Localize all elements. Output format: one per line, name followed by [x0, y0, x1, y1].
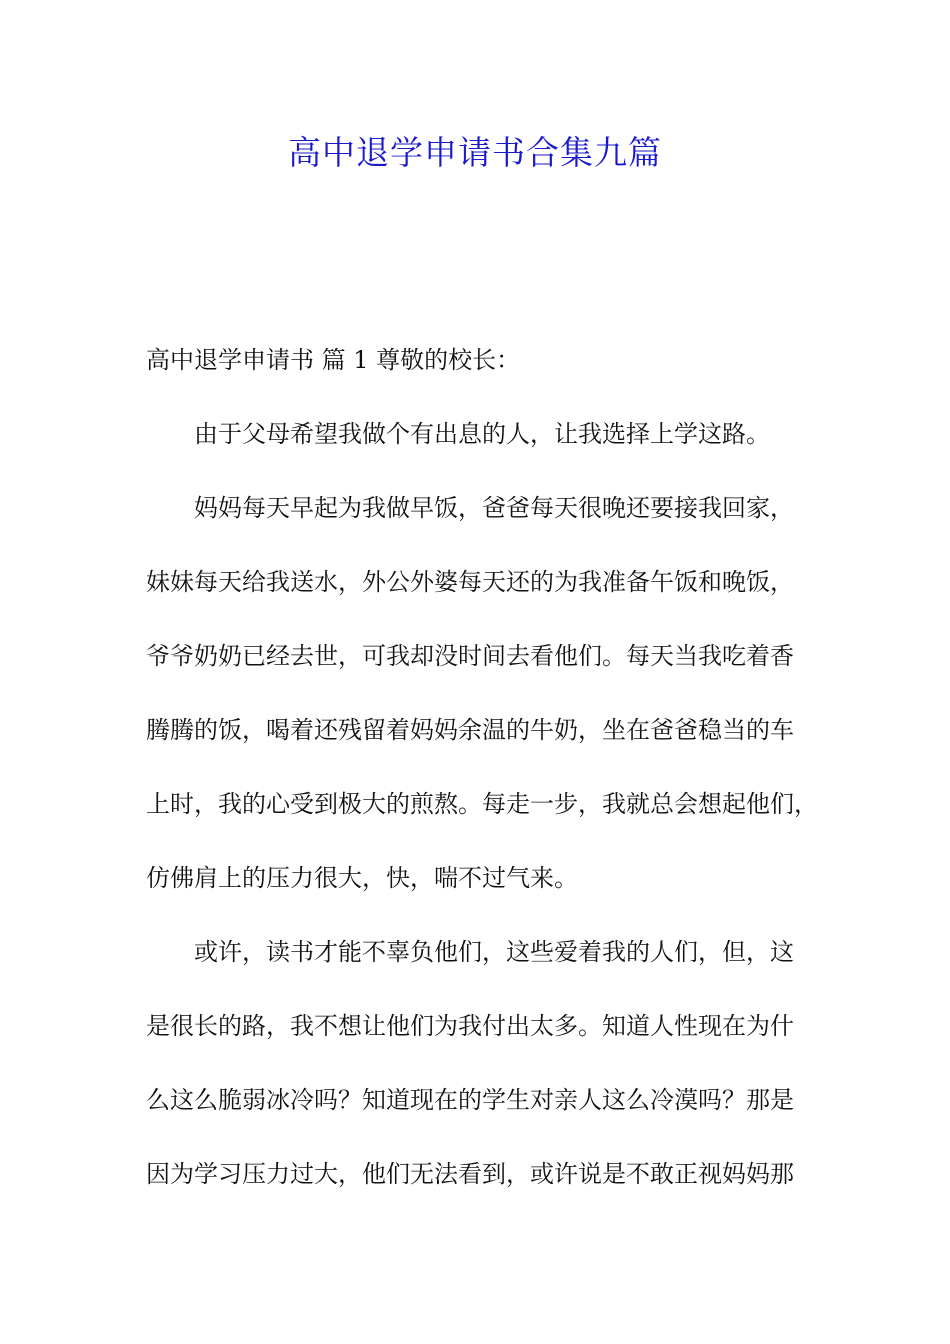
paragraph-line: 腾腾的饭，喝着还残留着妈妈余温的牛奶，坐在爸爸稳当的车: [146, 716, 794, 744]
paragraph-line: 上时，我的心受到极大的煎熬。每走一步，我就总会想起他们，: [146, 790, 818, 818]
paragraph-line: 因为学习压力过大，他们无法看到，或许说是不敢正视妈妈那: [146, 1160, 794, 1188]
paragraph-line: 妹妹每天给我送水，外公外婆每天还的为我准备午饭和晚饭，: [146, 568, 794, 596]
paragraph-line: 妈妈每天早起为我做早饭，爸爸每天很晚还要接我回家，: [194, 494, 794, 522]
paragraph-line: 爷爷奶奶已经去世，可我却没时间去看他们。每天当我吃着香: [146, 642, 794, 670]
paragraph-line: 么这么脆弱冰冷吗？知道现在的学生对亲人这么冷漠吗？那是: [146, 1086, 794, 1114]
salutation-line: 高中退学申请书 篇 1 尊敬的校长：: [146, 346, 521, 374]
document-body: [146, 340, 836, 1228]
paragraph-line: 仿佛肩上的压力很大，快，喘不过气来。: [146, 864, 578, 892]
paragraph-line: 或许，读书才能不辜负他们，这些爱着我的人们，但，这: [194, 938, 794, 966]
paragraph-line: 由于父母希望我做个有出息的人，让我选择上学这路。: [194, 420, 770, 448]
document-title: 高中退学申请书合集九篇: [288, 133, 662, 172]
paragraph-line: 是很长的路，我不想让他们为我付出太多。知道人性现在为什: [146, 1012, 794, 1040]
